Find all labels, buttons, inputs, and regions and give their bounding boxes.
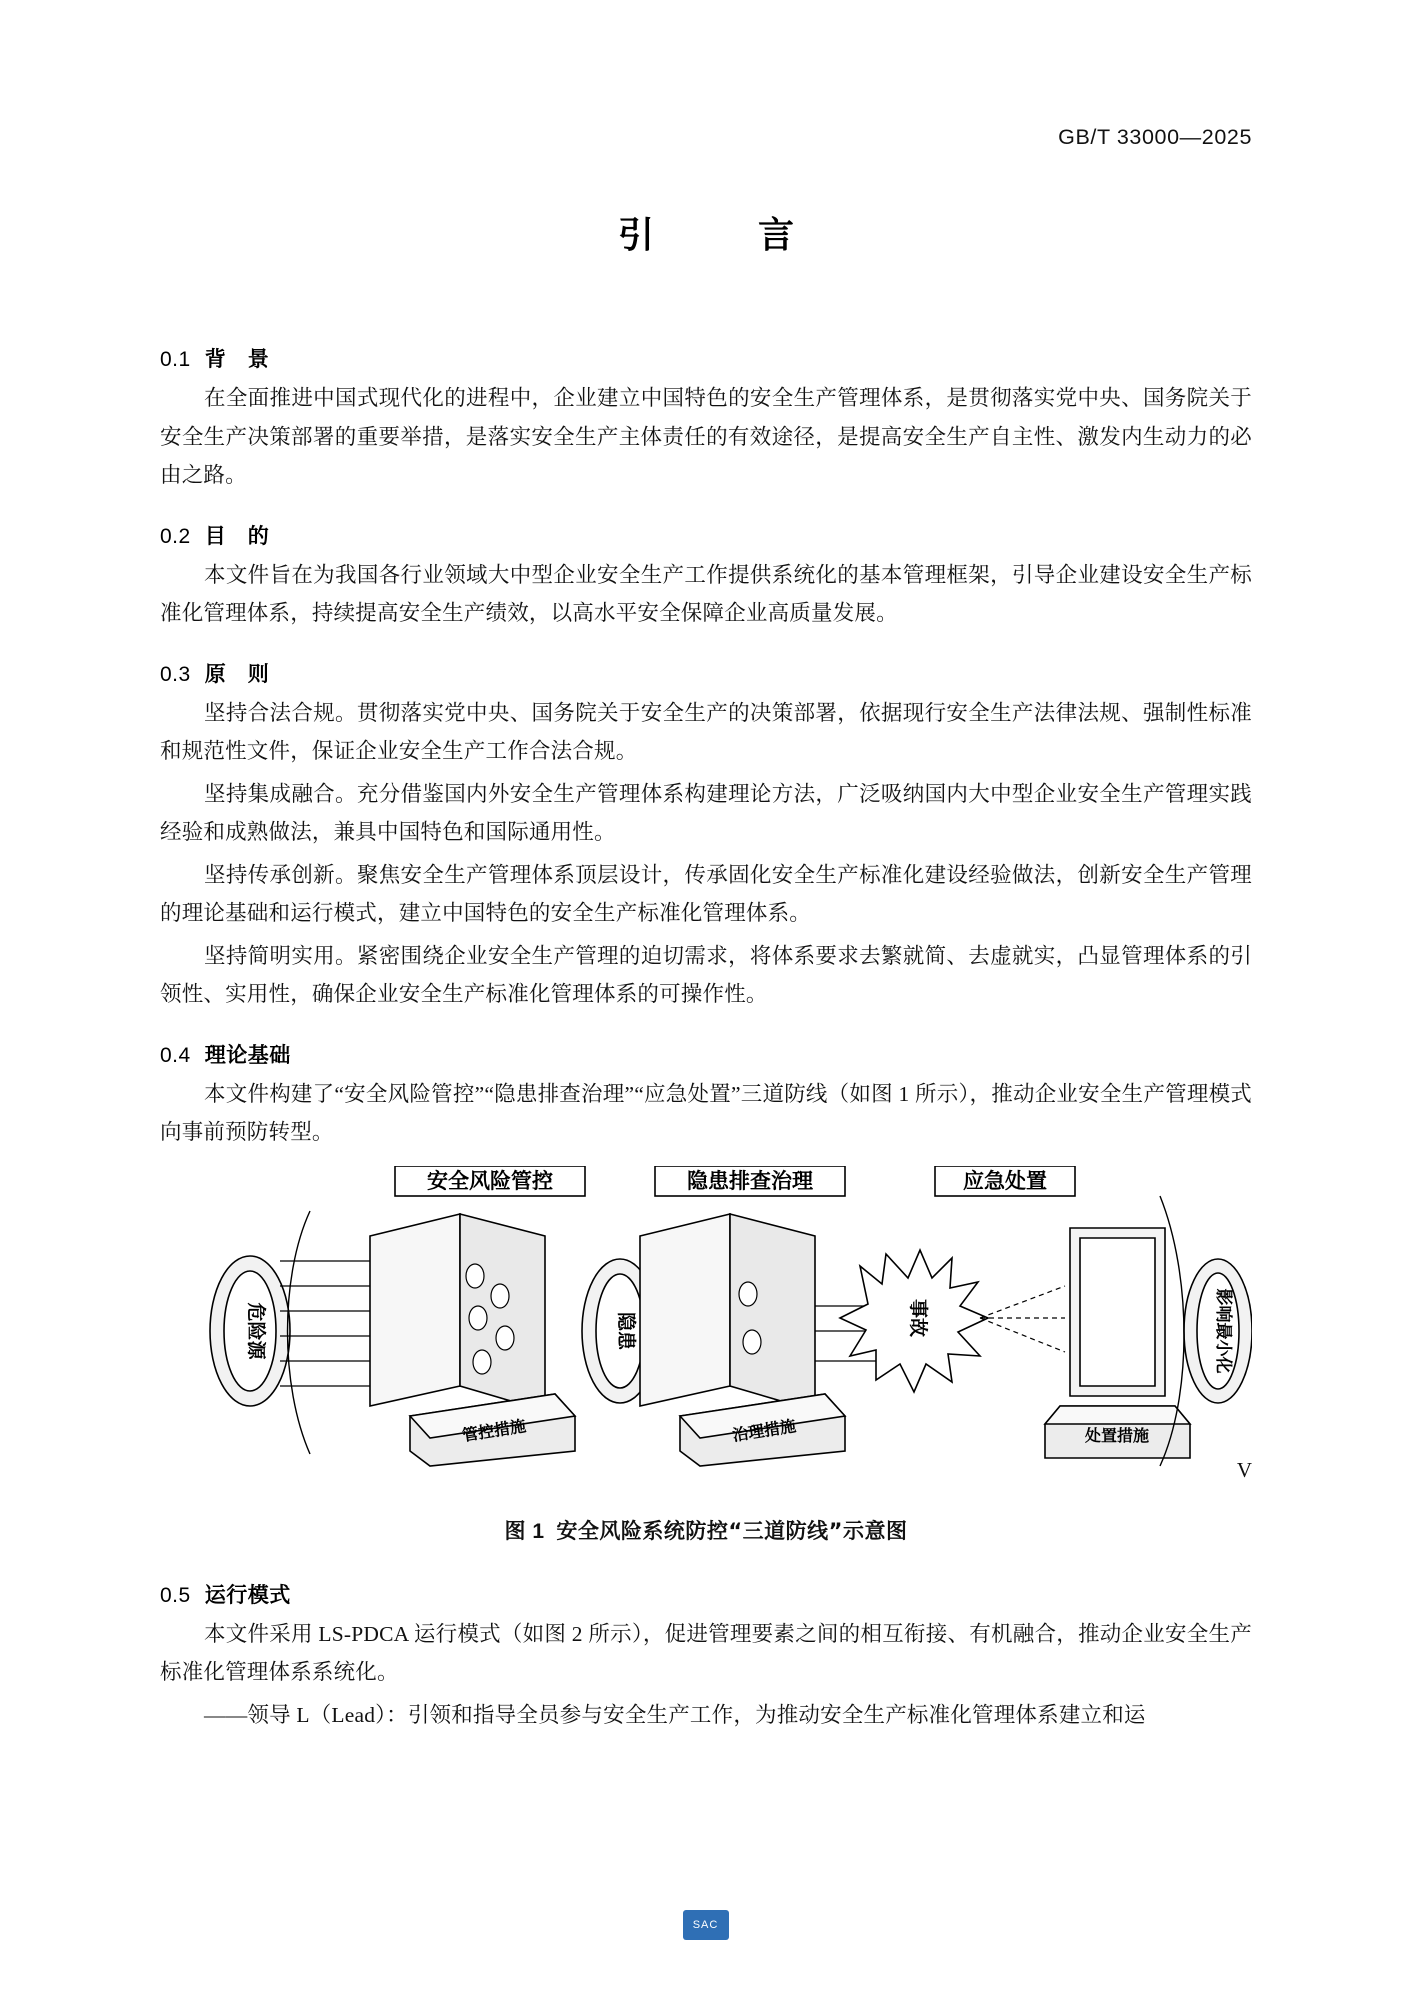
figure-1-caption (160, 1515, 1252, 1545)
paragraph: 本文件构建了“安全风险管控”“隐患排查治理”“应急处置”三道防线（如图 1 所示），推动企业安全生产管理模式向事前预防转型。 (160, 1081, 1252, 1144)
band-label-3: 应急处置 (963, 1168, 1047, 1193)
section-heading-0-1 (160, 343, 1252, 373)
section-title: 背 景 (204, 347, 270, 371)
section-number: 0.5 (160, 1583, 191, 1607)
band-label-1: 安全风险管控 (427, 1168, 553, 1193)
section-heading-0-4 (160, 1039, 1252, 1069)
section-heading-0-2 (160, 520, 1252, 550)
ellipse-label-minimized: 影响最小化 (1213, 1288, 1233, 1373)
page-number: V (1236, 1458, 1252, 1482)
section-number: 0.2 (160, 524, 191, 548)
body-text (160, 318, 1252, 1734)
ellipse-label-hazard: 危险源 (245, 1301, 267, 1360)
paragraph: 坚持简明实用。紧密围绕企业安全生产管理的迫切需求，将体系要求去繁就简、去虚就实，凸显管理体系的引领性、实用性，确保企业安全生产标准化管理体系的可操作性。 (160, 943, 1252, 1006)
figure-1-diagram (160, 1166, 1252, 1496)
paragraph: 本文件采用 LS-PDCA 运行模式（如图 2 所示），促进管理要素之间的相互衔接、有机融合，推动企业安全生产标准化管理体系系统化。 (160, 1621, 1252, 1684)
footer-logo: SAC (683, 1910, 729, 1940)
paragraph: 坚持传承创新。聚焦安全生产管理体系顶层设计，传承固化安全生产标准化建设经验做法，创新安全生产管理的理论基础和运行模式，建立中国特色的安全生产标准化管理体系。 (160, 862, 1252, 925)
paragraph: 坚持合法合规。贯彻落实党中央、国务院关于安全生产的决策部署，依据现行安全生产法律法规、强制性标准和规范性文件，保证企业安全生产工作合法合规。 (160, 700, 1252, 763)
paragraph: 在全面推进中国式现代化的进程中，企业建立中国特色的安全生产管理体系，是贯彻落实党中央、国务院关于安全生产决策部署的重要举措，是落实安全生产主体责任的有效途径，是提高安全生产自主性、激发内生动力的必由之路。 (160, 386, 1252, 487)
section-title: 理论基础 (204, 1042, 291, 1067)
figure-1 (160, 1166, 1252, 1545)
section-title: 目 的 (204, 523, 270, 548)
burst-label-accident: 事故 (907, 1298, 929, 1337)
section-title: 原 则 (204, 661, 270, 686)
section-heading-0-5 (160, 1579, 1252, 1609)
base-label-3: 处置措施 (1084, 1425, 1150, 1445)
paragraph: 坚持集成融合。充分借鉴国内外安全生产管理体系构建理论方法，广泛吸纳国内大中型企业安全生产管理实践经验和成熟做法，兼具中国特色和国际通用性。 (160, 781, 1252, 844)
ellipse-label-latent: 隐患 (615, 1311, 637, 1350)
section-number: 0.3 (160, 662, 191, 686)
figure-caption-text: 安全风险系统防控“三道防线”示意图 (556, 1518, 908, 1543)
figure-caption-number: 图 1 (504, 1519, 545, 1543)
page-title: 引 言 (617, 215, 828, 256)
base-label-2: 治理措施 (731, 1415, 798, 1445)
section-heading-0-3 (160, 658, 1252, 688)
section-number: 0.4 (160, 1043, 191, 1067)
section-number: 0.1 (160, 348, 191, 371)
base-label-1: 管控措施 (461, 1415, 528, 1445)
band-label-2: 隐患排查治理 (687, 1168, 813, 1193)
section-title: 运行模式 (204, 1582, 291, 1607)
paragraph: ——领导 L（Lead）：引领和指导全员参与安全生产工作，为推动安全生产标准化管理体系建立和运 (204, 1702, 1146, 1727)
paragraph: 本文件旨在为我国各行业领域大中型企业安全生产工作提供系统化的基本管理框架，引导企业建设安全生产标准化管理体系，持续提高安全生产绩效，以高水平安全保障企业高质量发展。 (160, 562, 1252, 625)
page-header-standard-number: GB/T 33000—2025 (1058, 125, 1252, 149)
